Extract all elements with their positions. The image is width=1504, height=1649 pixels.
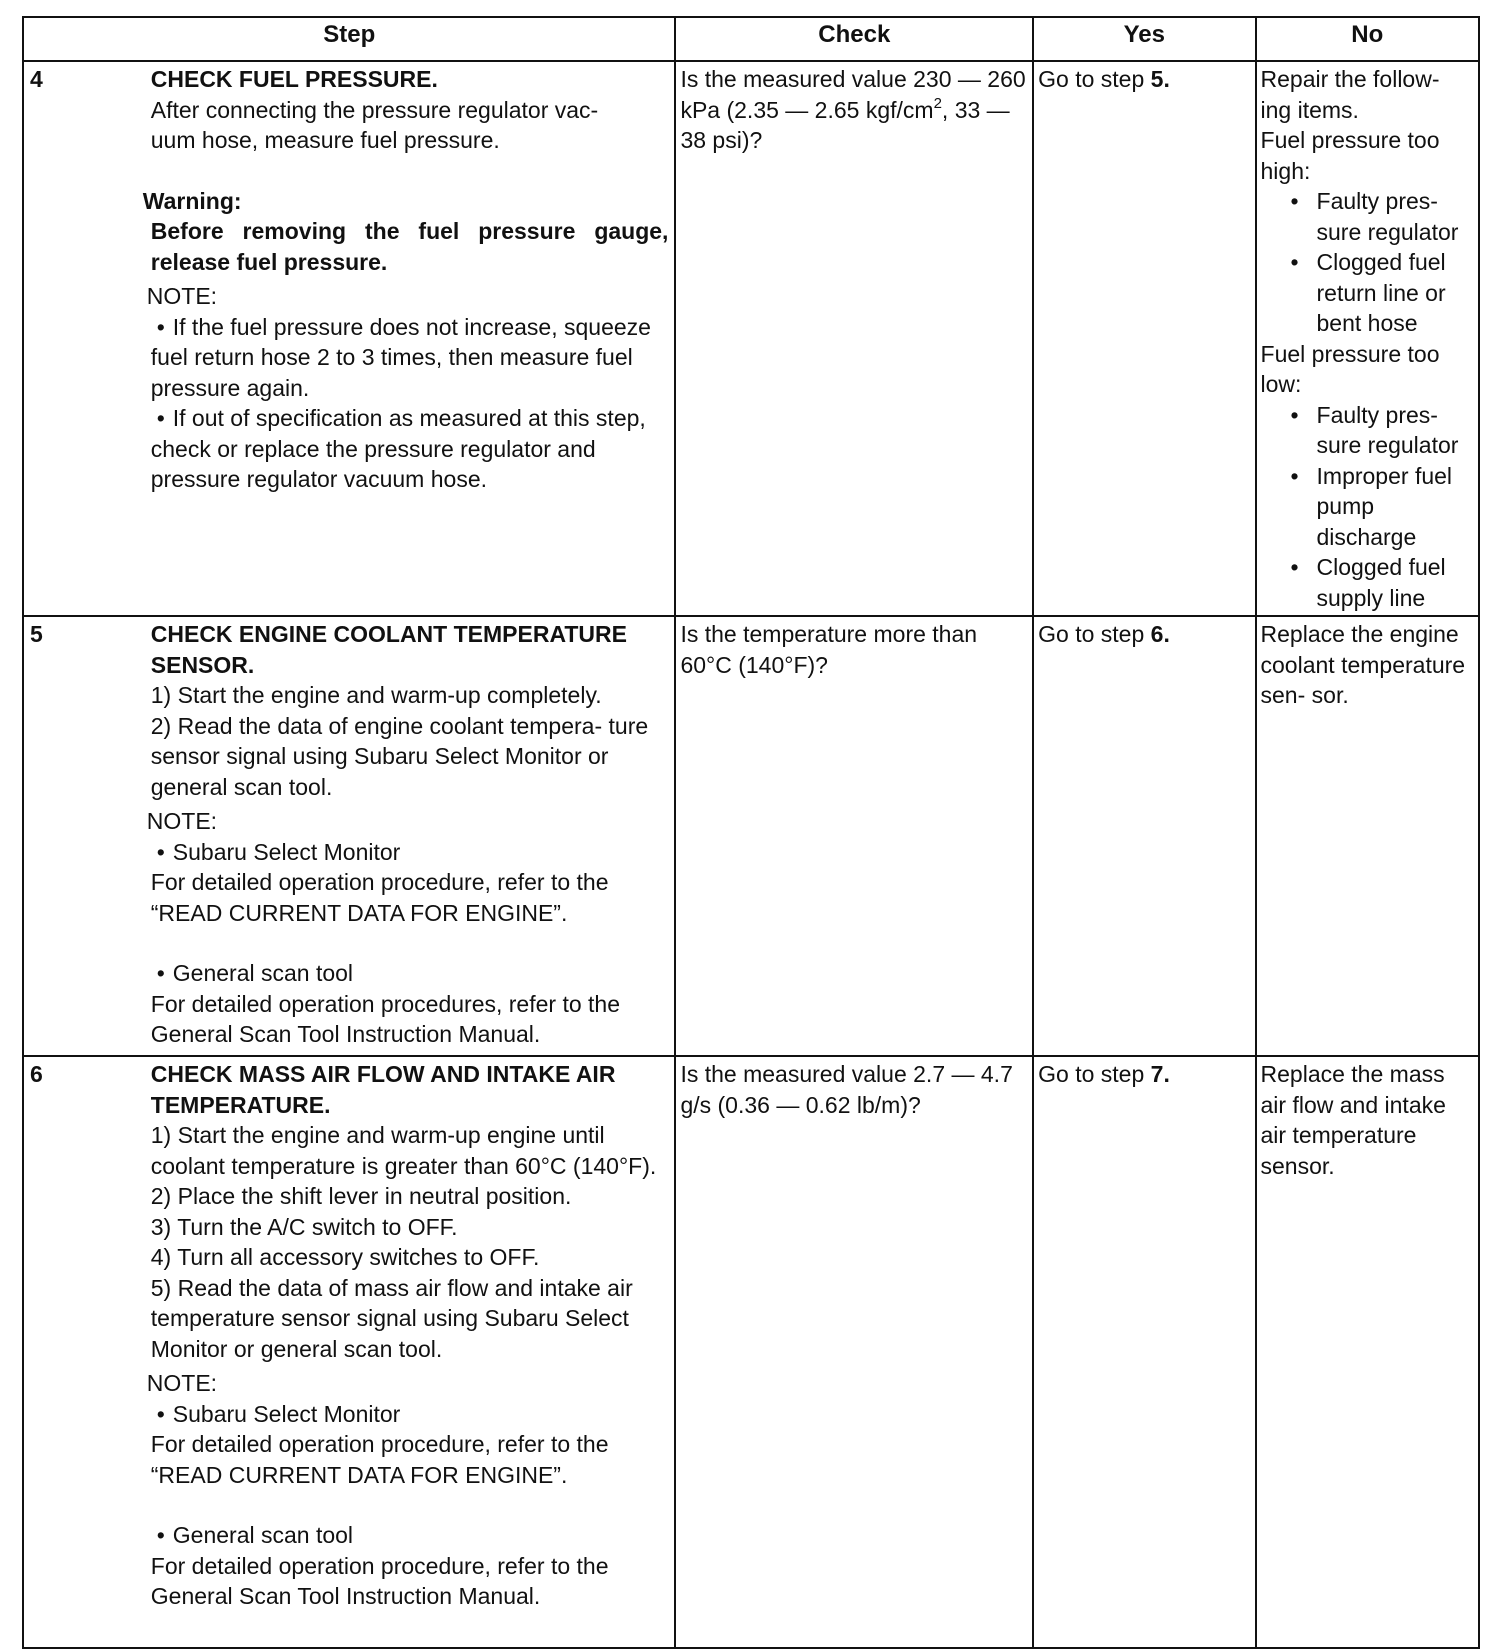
yes-step-ref: 6. (1150, 621, 1170, 647)
table-row (23, 1056, 1479, 1648)
note-label: NOTE: (146, 1370, 218, 1396)
step-cell (147, 1056, 676, 1648)
note-label: NOTE: (146, 808, 218, 834)
step-title: CHECK ENGINE COOLANT TEMPERATURE SENSOR. (150, 621, 627, 678)
note-bullet: • Subaru Select Monitor (151, 1399, 669, 1430)
yes-step-ref: 5. (1150, 66, 1170, 92)
yes-cell (1033, 61, 1255, 616)
diagnostic-table (22, 16, 1480, 1649)
warning-label: Warning: (142, 187, 242, 214)
no-high-label: Fuel pressure too high: (1260, 127, 1440, 184)
header-check: Check (675, 17, 1033, 61)
table-row (23, 61, 1479, 616)
check-text-end: , 33 — 38 psi)? (680, 96, 1010, 153)
note-text: For detailed operation procedure, refer to the General Scan Tool Instruction Manual. (150, 1552, 609, 1609)
step-instruction: 1) Start the engine and warm-up engine until coolant temperature is greater than 60°C (140°F). (150, 1122, 657, 1179)
header-step: Step (23, 17, 675, 61)
step-cell (142, 61, 676, 616)
check-cell: Is the temperature more than 60°C (140°F)? (675, 616, 1033, 1056)
no-cell: Replace the engine coolant temperature sen- sor. (1256, 616, 1479, 1056)
yes-cell (1033, 1056, 1255, 1648)
warning-text: Before removing the fuel pressure gauge, release fuel pressure. (150, 218, 669, 275)
step-text-line: After connecting the pressure regulator vac- (150, 96, 599, 123)
step-instruction: 1) Start the engine and warm-up completely. (150, 682, 602, 708)
step-instruction: 5) Read the data of mass air flow and intake air temperature sensor signal using Subaru Select Monitor or general scan tool. (150, 1274, 633, 1362)
no-list-item: • Faulty pres- sure regulator (1290, 188, 1459, 245)
note-text: For detailed operation procedure, refer to the “READ CURRENT DATA FOR ENGINE”. (150, 869, 609, 926)
table-header-row (23, 17, 1479, 61)
step-instruction: 4) Turn all accessory switches to OFF. (150, 1244, 540, 1270)
step-cell (147, 616, 676, 1056)
note-text: For detailed operation procedures, refer to the General Scan Tool Instruction Manual. (150, 990, 620, 1047)
note-bullet: • General scan tool (151, 958, 669, 989)
step-number: 4 (23, 61, 147, 616)
yes-cell (1033, 616, 1255, 1056)
no-list-item: • Improper fuel pump discharge (1290, 462, 1453, 550)
check-cell (675, 61, 1033, 616)
step-text-line: uum hose, measure fuel pressure. (150, 127, 500, 153)
step-instruction: 3) Turn the A/C switch to OFF. (150, 1213, 458, 1240)
yes-prefix: Go to step (1038, 66, 1151, 92)
header-no: No (1256, 17, 1479, 61)
note-label: NOTE: (146, 283, 218, 309)
note-bullet: • Subaru Select Monitor (151, 837, 669, 868)
note-text: For detailed operation procedure, refer to the “READ CURRENT DATA FOR ENGINE”. (150, 1431, 609, 1488)
yes-prefix: Go to step (1038, 1061, 1151, 1087)
yes-step-ref: 7. (1150, 1061, 1170, 1087)
step-instruction: 2) Place the shift lever in neutral position. (150, 1183, 572, 1209)
step-number: 6 (23, 1056, 147, 1648)
no-list-item: • Clogged fuel return line or bent hose (1290, 249, 1446, 336)
step-number: 5 (23, 616, 147, 1056)
check-text: Is the measured value 230 — 260 kPa (2.35 — 2.65 kgf/cm (680, 66, 1026, 123)
note-item: • If the fuel pressure does not increase, squeeze fuel return hose 2 to 3 times, then measure fuel pressure again. (151, 312, 669, 404)
table-row (23, 616, 1479, 1056)
header-yes: Yes (1033, 17, 1255, 61)
no-cell: Replace the mass air flow and intake air temperature sensor. (1256, 1056, 1479, 1648)
step-title: CHECK MASS AIR FLOW AND INTAKE AIR TEMPERATURE. (150, 1061, 616, 1118)
note-bullet: • General scan tool (151, 1520, 669, 1551)
step-instruction: 2) Read the data of engine coolant tempera- ture sensor signal using Subaru Select Monitor or general scan tool. (150, 712, 649, 800)
no-low-label: Fuel pressure too low: (1260, 340, 1440, 397)
check-superscript: 2 (933, 94, 942, 112)
no-cell (1256, 61, 1479, 616)
yes-prefix: Go to step (1038, 621, 1151, 647)
no-list-item: • Clogged fuel supply line (1290, 554, 1446, 611)
note-item: • If out of specification as measured at this step, check or replace the pressure regulator and pressure regulator vacuum hose. (151, 403, 669, 495)
no-list-item: • Faulty pres- sure regulator (1290, 401, 1459, 458)
no-intro: Repair the follow- ing items. (1260, 66, 1440, 123)
step-title: CHECK FUEL PRESSURE. (150, 66, 438, 92)
check-cell: Is the measured value 2.7 — 4.7 g/s (0.36 — 0.62 lb/m)? (675, 1056, 1033, 1648)
